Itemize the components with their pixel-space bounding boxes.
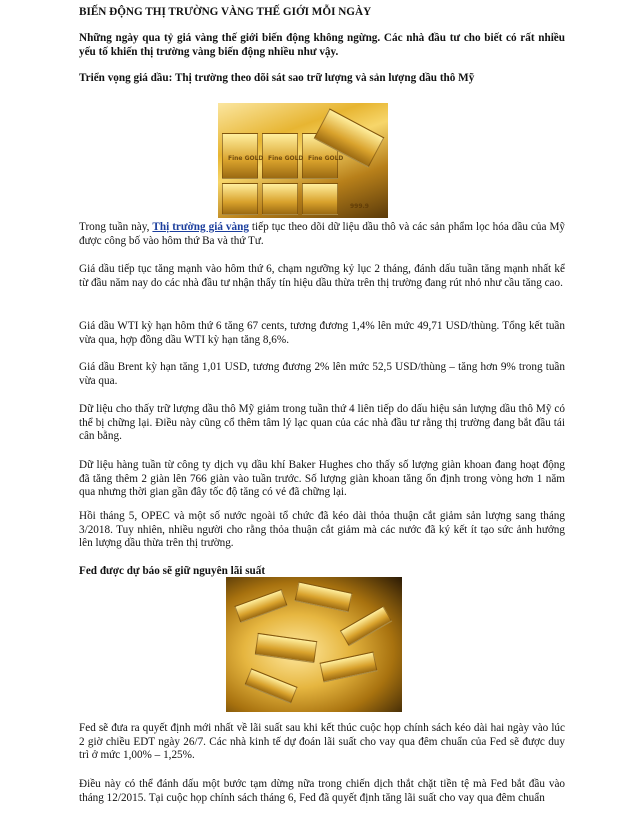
gold-bar [234, 589, 287, 623]
gold-bar-stamp: Fine GOLD [228, 155, 264, 162]
gold-market-link[interactable]: Thị trường giá vàng [152, 221, 249, 233]
section-heading-fed: Fed được dự báo sẽ giữ nguyên lãi suất [79, 565, 266, 577]
gold-bar-stamp: Fine GOLD [268, 155, 304, 162]
gold-bar [222, 183, 258, 215]
gold-pile-image [226, 577, 402, 712]
document-title: BIẾN ĐỘNG THỊ TRƯỜNG VÀNG THẾ GIỚI MỖI NGÀY [79, 6, 372, 18]
paragraph-6: Dữ liệu hàng tuần từ công ty dịch vụ dầu khí Baker Hughes cho thấy số lượng giàn khoan đang hoạt động đã tăng thêm 2 giàn lên 766 giàn vào tuần trước. Số lượng giàn khoan tăng ổn định trong vòng hơn 1 năm qua nhưng thời gian gần đây tốc độ tăng có vẻ đã chững lại. [79, 459, 565, 499]
gold-bar [302, 183, 338, 215]
paragraph-1-text-end: tiếp tục theo dõi dữ liệu dầu thô và các sản phẩm lọc hóa dầu của Mỹ được công bố vào hôm thứ Ba và thứ Tư. [79, 221, 565, 247]
gold-bar [295, 582, 353, 613]
paragraph-4: Giá dầu Brent kỳ hạn tăng 1,01 USD, tương đương 2% lên mức 52,5 USD/thùng – tăng hơn 9% trong tuần vừa qua. [79, 361, 565, 387]
paragraph-8: Fed sẽ đưa ra quyết định mới nhất về lãi suất sau khi kết thúc cuộc họp chính sách kéo dài hai ngày vào lúc 2 giờ chiều EDT ngày 26/7. Các nhà kinh tế dự đoán lãi suất cho vay qua đêm chuẩn của Fed sẽ được duy trì ở mức 1,00% – 1,25%. [79, 722, 565, 762]
paragraph-1 [79, 221, 565, 248]
paragraph-1-text: Trong tuần này, [79, 221, 153, 233]
gold-bar-purity: 999.9 [350, 203, 369, 210]
gold-bar [244, 668, 297, 703]
section-heading-oil: Triển vọng giá dầu: Thị trường theo dõi sát sao trữ lượng và sản lượng dầu thô Mỹ [79, 72, 475, 84]
paragraph-5: Dữ liệu cho thấy trữ lượng dầu thô Mỹ giảm trong tuần thứ 4 liên tiếp do dấu hiệu sản lượng dầu thô Mỹ có thể bị chững lại. Điều này cũng cổ thêm tâm lý lạc quan của các nhà đầu tư rằng thị trường đang bắt đầu tái cân bằng. [79, 403, 565, 443]
gold-bar [320, 652, 378, 683]
gold-bars-image [218, 103, 388, 218]
gold-bar-stamp: Fine GOLD [308, 155, 344, 162]
lead-paragraph: Những ngày qua tỷ giá vàng thế giới biến động không ngừng. Các nhà đầu tư cho biết có rất nhiều yếu tố khiến thị trường vàng biến động nhiều như vậy. [79, 32, 565, 58]
gold-bar [255, 633, 317, 663]
paragraph-7: Hồi tháng 5, OPEC và một số nước ngoài tổ chức đã kéo dài thỏa thuận cắt giảm sản lượng sang tháng 3/2018. Tuy nhiên, nhiều người cho rằng thỏa thuận cắt giảm mà các nước đã ký kết ít tạo sức ảnh hưởng lên lượng dầu thừa trên thị trường. [79, 510, 565, 550]
paragraph-3: Giá dầu WTI kỳ hạn hôm thứ 6 tăng 67 cents, tương đương 1,4% lên mức 49,71 USD/thùng. Tổng kết tuần vừa qua, hợp đồng dầu WTI kỳ hạn tăng 8,6%. [79, 320, 565, 346]
paragraph-2: Giá dầu tiếp tục tăng mạnh vào hôm thứ 6, chạm ngưỡng kỷ lục 2 tháng, đánh dấu tuần tăng mạnh nhất kể từ đầu năm nay do các nhà đầu tư nhận thấy tín hiệu dầu thừa trên thị trường đang rút nhỏ như cầu tăng cao. [79, 263, 565, 289]
paragraph-9: Điều này có thể đánh dấu một bước tạm dừng nữa trong chiến dịch thắt chặt tiền tệ mà Fed bắt đầu vào tháng 12/2015. Tại cuộc họp chính sách tháng 6, Fed đã quyết định tăng lãi suất cho vay qua đêm chuẩn [79, 778, 565, 804]
gold-bar [262, 183, 298, 215]
